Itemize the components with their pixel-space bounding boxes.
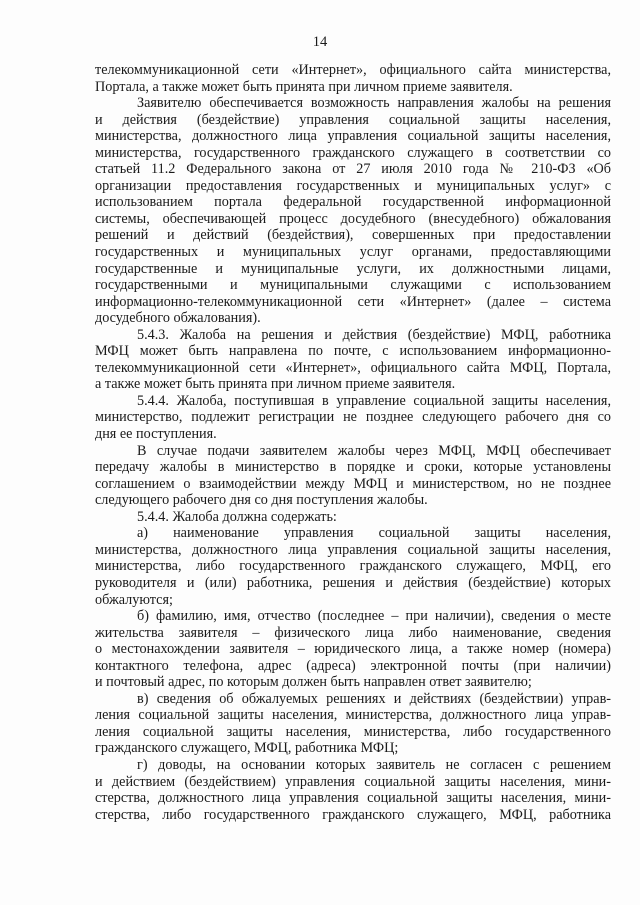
text-line: МФЦ может быть направлена по почте, с использованием информационно- <box>95 343 611 360</box>
text-line: следующего рабочего дня со дня поступления жалобы. <box>95 492 428 509</box>
text-line: контактного телефона, адрес (адреса) электронной почты (при наличии) <box>95 657 611 674</box>
text-line: передачу жалобы в министерство в порядке и сроки, которые установлены <box>95 459 611 476</box>
text-line: 5.4.4. Жалоба, поступившая в управление социальной защиты населения, <box>137 392 611 409</box>
text-line: а также может быть принята при личном приеме заявителя. <box>95 376 456 393</box>
text-line: использованием портала федеральной государственной информационной <box>95 194 611 211</box>
text-line: системы, обеспечивающей процесс досудебного (внесудебного) обжалования <box>95 210 611 227</box>
text-line: государственные и муниципальные услуги, их должностными лицами, <box>95 260 611 277</box>
text-line: 5.4.4. Жалоба должна содержать: <box>137 508 337 525</box>
text-line: гражданского служащего, МФЦ, работника МФЦ; <box>95 740 399 757</box>
text-line: г) доводы, на основании которых заявитель не согласен с решением <box>137 756 611 773</box>
text-line: ления социальной защиты населения, министерства, должностного лица управ- <box>95 707 611 724</box>
text-line: и действия (бездействие) управления социальной защиты населения, <box>95 111 611 128</box>
text-line: организации предоставления государственных и муниципальных услуг» с <box>95 177 611 194</box>
text-line: В случае подачи заявителем жалобы через МФЦ, МФЦ обеспечивает <box>137 442 611 459</box>
text-line: министерства, либо государственного гражданского служащего, МФЦ, его <box>95 558 611 575</box>
text-line: ления социальной защиты населения, министерства, либо государственного <box>95 723 611 740</box>
text-line: досудебного обжалования). <box>95 310 261 327</box>
text-line: о местонахождении заявителя – юридического лица, а также номер (номера) <box>95 641 611 658</box>
text-line: в) сведения об обжалуемых решениях и действиях (бездействии) управ- <box>137 690 611 707</box>
text-line: и действием (бездействием) управления социальной защиты населения, мини- <box>95 773 611 790</box>
text-line: руководителя и (или) работника, решения и действия (бездействие) которых <box>95 574 611 591</box>
text-line: обжалуются; <box>95 591 173 608</box>
text-line: Портала, а также может быть принята при личном приеме заявителя. <box>95 78 513 95</box>
text-line: министерства, государственного гражданского служащего в соответствии со <box>95 144 611 161</box>
text-line: стерства, должностного лица управления социальной защиты населения, мини- <box>95 790 611 807</box>
text-line: б) фамилию, имя, отчество (последнее – при наличии), сведения о месте <box>137 608 611 625</box>
text-line: решений и действий (бездействия), совершенных при предоставлении <box>95 227 611 244</box>
text-line: государственными и муниципальными служащими с использованием <box>95 277 611 294</box>
page-number: 14 <box>312 34 328 50</box>
text-line: дня ее поступления. <box>95 426 217 443</box>
text-line: министерства, должностного лица управления социальной защиты населения, <box>95 128 611 145</box>
document-body <box>95 62 611 823</box>
text-line: министерства, должностного лица управления социальной защиты населения, <box>95 541 611 558</box>
text-line: статьей 11.2 Федерального закона от 27 июля 2010 года № 210-ФЗ «Об <box>95 161 611 178</box>
text-line: и почтовый адрес, по которым должен быть направлен ответ заявителю; <box>95 674 532 691</box>
text-line: 5.4.3. Жалоба на решения и действия (бездействие) МФЦ, работника <box>137 326 611 343</box>
text-line: а) наименование управления социальной защиты населения, <box>137 525 611 542</box>
text-line: телекоммуникационной сети «Интернет», официального сайта министерства, <box>95 62 611 78</box>
text-line: соглашением о взаимодействии между МФЦ и министерством, но не позднее <box>95 475 611 492</box>
text-line: стерства, либо государственного гражданского служащего, МФЦ, работника <box>95 806 611 823</box>
text-line: министерство, подлежит регистрации не позднее следующего рабочего дня со <box>95 409 611 426</box>
text-line: телекоммуникационной сети «Интернет», официального сайта МФЦ, Портала, <box>95 359 611 376</box>
text-line: Заявителю обеспечивается возможность направления жалобы на решения <box>137 95 611 112</box>
text-line: жительства заявителя – физического лица либо наименование, сведения <box>95 624 611 641</box>
text-line: информационно-телекоммуникационной сети «Интернет» (далее – система <box>95 293 611 310</box>
text-line: государственных и муниципальных услуг органами, предоставляющими <box>95 244 611 261</box>
